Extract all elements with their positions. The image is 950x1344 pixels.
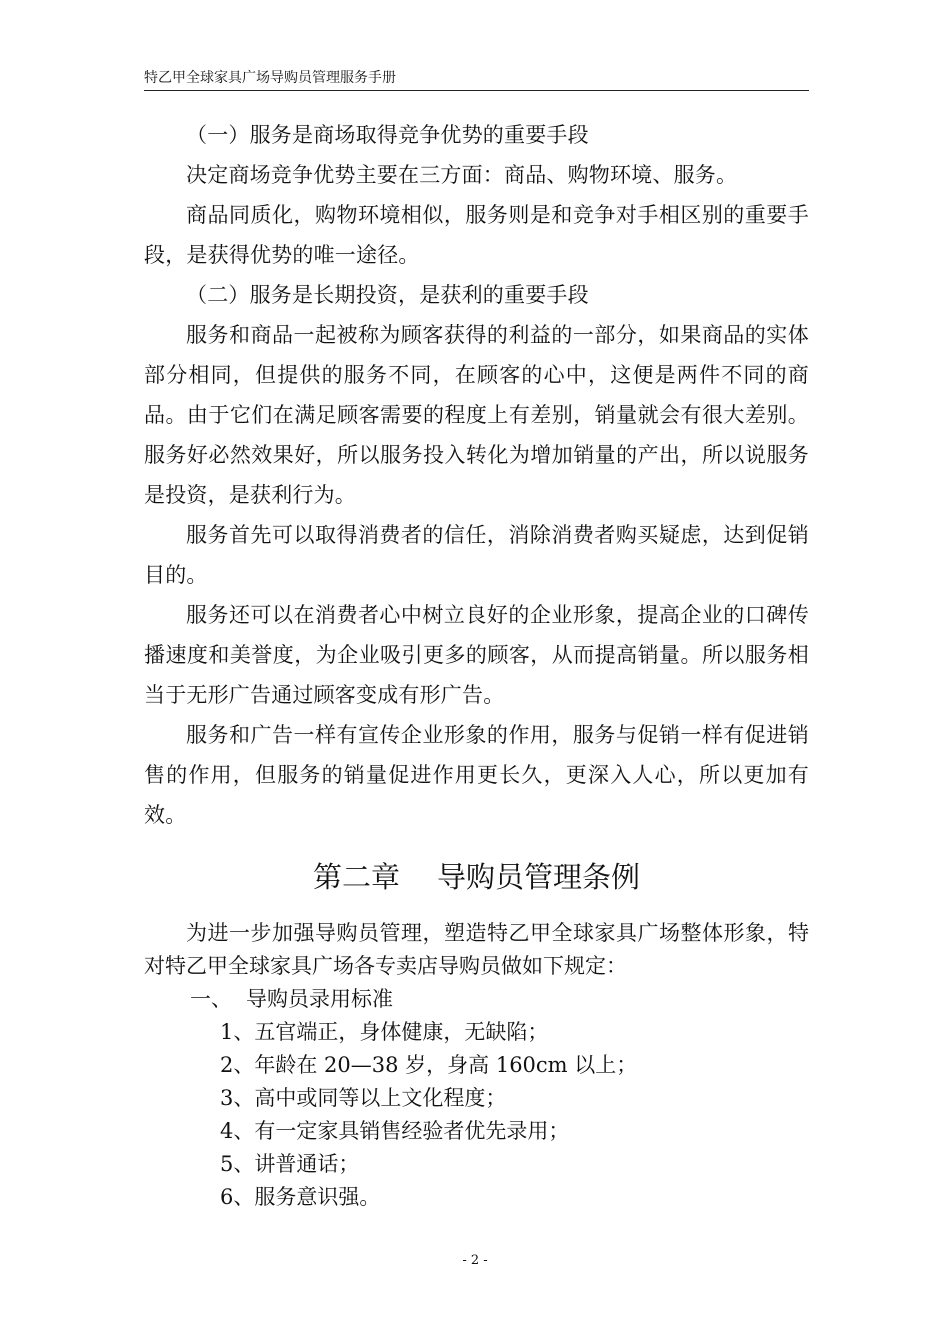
page-header xyxy=(144,70,809,91)
chapter-number: 第二章 xyxy=(313,860,401,894)
standards-heading xyxy=(144,983,809,1016)
standards-number: 一、 xyxy=(190,987,232,1011)
list-item: 4、有一定家具销售经验者优先录用； xyxy=(220,1119,570,1143)
list-item: 1、五官端正，身体健康，无缺陷； xyxy=(220,1020,549,1044)
paragraph: 服务首先可以取得消费者的信任，消除消费者购买疑虑，达到促销目的。 xyxy=(144,523,809,587)
paragraph: 决定商场竞争优势主要在三方面：商品、购物环境、服务。 xyxy=(186,163,738,187)
chapter-title xyxy=(144,853,809,901)
list-item: 2、年龄在 20—38 岁，身高 160cm 以上； xyxy=(220,1053,638,1077)
section-heading-1: （一）服务是商场取得竞争优势的重要手段 xyxy=(186,123,589,147)
list-item: 5、讲普通话； xyxy=(220,1152,360,1176)
document-body xyxy=(144,115,809,1214)
paragraph: 服务和商品一起被称为顾客获得的利益的一部分，如果商品的实体部分相同，但提供的服务不同，在顾客的心中，这便是两件不同的商品。由于它们在满足顾客需要的程度上有差别，销量就会有很大差别。服务好必然效果好，所以服务投入转化为增加销量的产出，所以说服务是投资，是获利行为。 xyxy=(144,323,809,507)
standards-title: 导购员录用标准 xyxy=(246,987,393,1011)
header-title: 特乙甲全球家具广场导购员管理服务手册 xyxy=(144,70,396,86)
paragraph: 服务还可以在消费者心中树立良好的企业形象，提高企业的口碑传播速度和美誉度，为企业吸引更多的顾客，从而提高销量。所以服务相当于无形广告通过顾客变成有形广告。 xyxy=(144,603,809,707)
list-item: 6、服务意识强。 xyxy=(220,1185,381,1209)
intro-paragraph: 为进一步加强导购员管理，塑造特乙甲全球家具广场整体形象，特对特乙甲全球家具广场各专卖店导购员做如下规定： xyxy=(144,921,809,978)
section-heading-2: （二）服务是长期投资，是获利的重要手段 xyxy=(186,283,589,307)
chapter-name: 导购员管理条例 xyxy=(436,860,640,894)
list-item: 3、高中或同等以上文化程度； xyxy=(220,1086,507,1110)
page-number: - 2 - xyxy=(462,1253,488,1268)
paragraph: 服务和广告一样有宣传企业形象的作用，服务与促销一样有促进销售的作用，但服务的销量促进作用更长久，更深入人心，所以更加有效。 xyxy=(144,723,809,827)
paragraph: 商品同质化，购物环境相似，服务则是和竞争对手相区别的重要手段，是获得优势的唯一途径。 xyxy=(144,203,809,267)
